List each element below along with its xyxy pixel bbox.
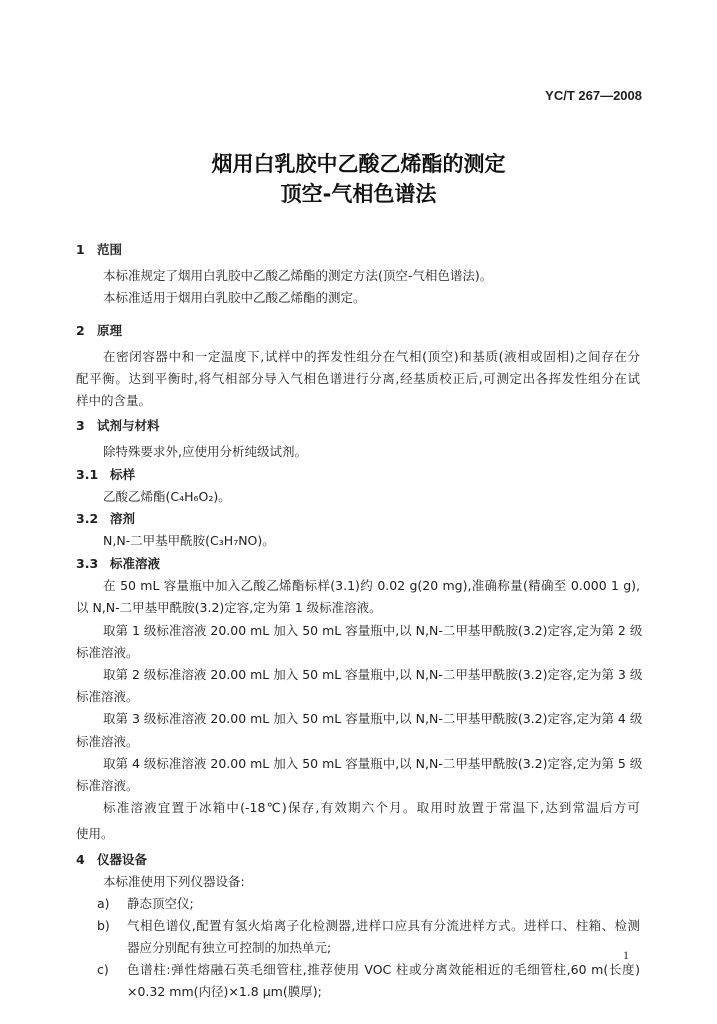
line-text: 除特殊要求外,应使用分析纯级试剂。 <box>103 444 307 459</box>
line-text: 标准溶液。 <box>76 734 139 749</box>
line-text: 溶剂 <box>110 511 136 526</box>
item-number: b) <box>97 918 110 933</box>
item-number: 3.1 <box>76 467 99 482</box>
line-text: ×0.32 mm(内径)×1.8 μm(膜厚); <box>127 984 322 999</box>
item-number: 4 <box>76 852 85 867</box>
item-number: 3.3 <box>76 556 99 571</box>
line-text: 仪器设备 <box>97 852 148 867</box>
line-text: 器应分别配有独立可控制的加热单元; <box>127 940 332 955</box>
line-text: 本标准使用下列仪器设备: <box>103 874 245 889</box>
line-text: 静态顶空仪; <box>127 896 194 911</box>
line-text: N,N-二甲基甲酰胺(C₃H₇NO)。 <box>103 533 275 548</box>
line-text: 在密闭容器中和一定温度下,试样中的挥发性组分在气相(顶空)和基质(液相或固相)之间存在分 <box>103 349 640 364</box>
line-text: 标准溶液。 <box>76 645 139 660</box>
line-text: 取第 4 级标准溶液 20.00 mL 加入 50 mL 容量瓶中,以 N,N-二甲基甲酰胺(3.2)定容,定为第 5 级 <box>103 756 643 771</box>
line-text: 标样 <box>110 467 136 482</box>
line-text: 取第 2 级标准溶液 20.00 mL 加入 50 mL 容量瓶中,以 N,N-二甲基甲酰胺(3.2)定容,定为第 3 级 <box>103 667 643 682</box>
line-text: 样中的含量。 <box>76 393 152 408</box>
item-number: c) <box>97 962 109 977</box>
line-text: 在 50 mL 容量瓶中加入乙酸乙烯酯标样(3.1)约 0.02 g(20 mg),准确称量(精确至 0.000 1 g), <box>103 578 640 593</box>
item-number: 2 <box>76 323 85 338</box>
line-text: 取第 3 级标准溶液 20.00 mL 加入 50 mL 容量瓶中,以 N,N-二甲基甲酰胺(3.2)定容,定为第 4 级 <box>103 711 643 726</box>
line-text: 原理 <box>97 323 123 338</box>
line-text: 标准溶液宜置于冰箱中(-18℃)保存,有效期六个月。取用时放置于常温下,达到常温后方可 <box>103 800 640 815</box>
item-number: 3.2 <box>76 511 99 526</box>
page-number: 1 <box>623 948 629 962</box>
line-text: 标准溶液。 <box>76 689 139 704</box>
line-text: 范围 <box>97 242 123 257</box>
line-text: 标准溶液 <box>110 556 161 571</box>
item-number: a) <box>97 896 110 911</box>
line-text: 以 N,N-二甲基甲酰胺(3.2)定容,定为第 1 级标准溶液。 <box>76 600 382 615</box>
item-number: 3 <box>76 418 85 433</box>
line-text: 气相色谱仪,配置有氢火焰离子化检测器,进样口应具有分流进样方式。进样口、柱箱、检测 <box>127 918 640 933</box>
line-text: 色谱柱:弹性熔融石英毛细管柱,推荐使用 VOC 柱或分离效能相近的毛细管柱,60 m(长度) <box>127 962 640 977</box>
line-text: 乙酸乙烯酯(C₄H₆O₂)。 <box>103 489 231 504</box>
item-number: 1 <box>76 242 85 257</box>
document-title: 烟用白乳胶中乙酸乙烯酯的测定 <box>211 152 506 176</box>
line-text: 使用。 <box>76 826 114 841</box>
line-text: 配平衡。达到平衡时,将气相部分导入气相色谱进行分离,经基质校正后,可测定出各挥发性组分在试 <box>76 371 640 386</box>
line-text: 试剂与材料 <box>97 418 160 433</box>
line-text: 本标准规定了烟用白乳胶中乙酸乙烯酯的测定方法(顶空-气相色谱法)。 <box>103 268 493 283</box>
line-text: 取第 1 级标准溶液 20.00 mL 加入 50 mL 容量瓶中,以 N,N-二甲基甲酰胺(3.2)定容,定为第 2 级 <box>103 623 643 638</box>
standard-code: YC/T 267—2008 <box>545 88 642 103</box>
document-subtitle: 顶空-气相色谱法 <box>280 182 437 206</box>
line-text: 标准溶液。 <box>76 778 139 793</box>
line-text: 本标准适用于烟用白乳胶中乙酸乙烯酯的测定。 <box>103 290 366 305</box>
